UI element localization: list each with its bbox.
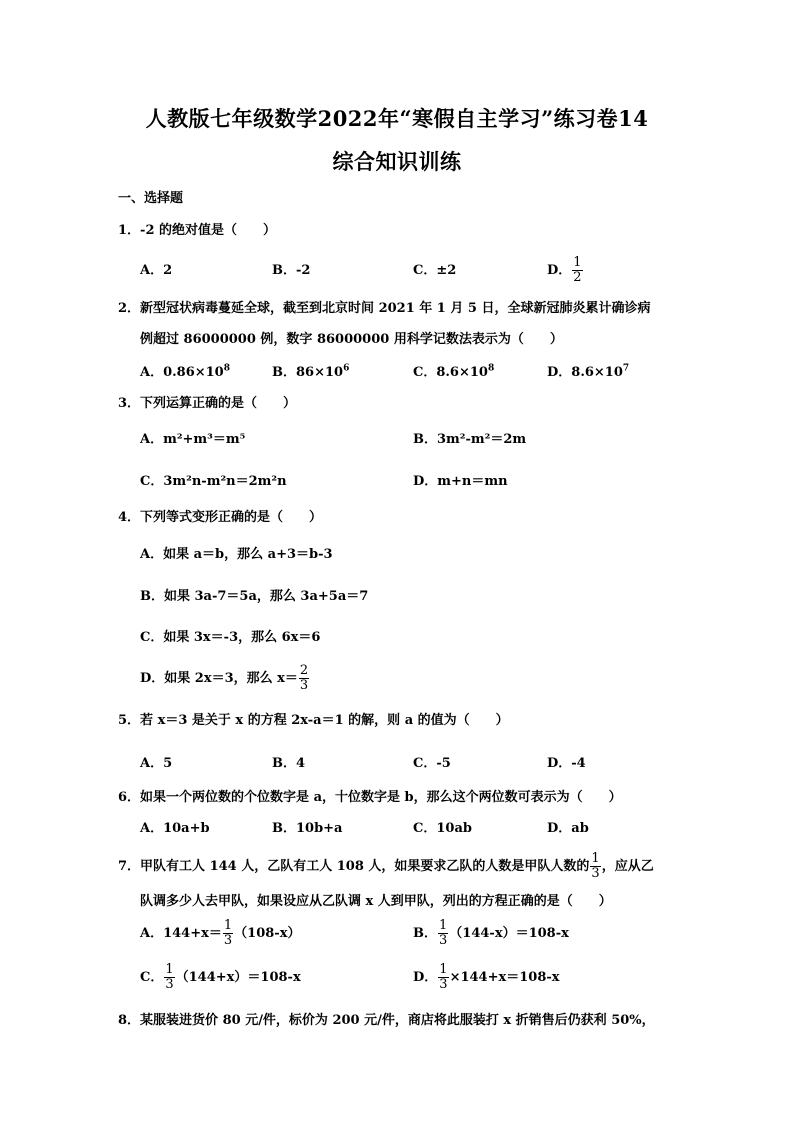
fraction: $\frac{1}{2}$ (573, 255, 582, 285)
q5-option-d: D．-4 (547, 756, 586, 771)
question-4-stem: 4．下列等式变形正确的是（ ） (118, 510, 323, 525)
q7-option-b: B． $\frac{1}{3}$ （144-x）＝108-x (413, 918, 569, 948)
question-6-stem: 6．如果一个两位数的个位数字是 a，十位数字是 b，那么这个两位数可表示为（ ） (118, 790, 622, 805)
question-7-line-1: 7．甲队有工人 144 人，乙队有工人 108 人，如果要求乙队的人数是甲队人数的 $\frac{1}{3}$ ，应从乙 (118, 851, 654, 881)
q4-option-d: D．如果 2x＝3，那么 x＝ $\frac{2}{3}$ (140, 663, 309, 693)
question-1-stem: 1．-2 的绝对值是（ ） (118, 223, 277, 238)
q6-option-c: C．10ab (413, 821, 472, 836)
q7-option-a: A．144+x＝ $\frac{1}{3}$ （108-x） (140, 918, 301, 948)
q6-option-d: D．ab (547, 821, 589, 836)
q3-option-c: C．3m²n-m²n＝2m²n (140, 474, 287, 489)
question-2-line-1: 2．新型冠状病毒蔓延全球，截至到北京时间 2021 年 1 月 5 日，全球新冠肺炎累计确诊病 (118, 301, 651, 316)
question-3-stem: 3．下列运算正确的是（ ） (118, 396, 297, 411)
fraction: $\frac{1}{3}$ (439, 918, 448, 948)
q2-option-c: C．$8.6\times 10^8$ (413, 363, 495, 380)
fraction: $\frac{1}{3}$ (165, 962, 174, 992)
q5-option-c: C．-5 (413, 756, 451, 771)
q3-option-a: A．m²+m³＝m⁵ (140, 432, 246, 447)
q5-option-a: A．5 (140, 756, 173, 771)
fraction: $\frac{1}{3}$ (591, 851, 600, 881)
q1-option-d: D． $\frac{1}{2}$ (547, 255, 582, 285)
q7-option-d: D． $\frac{1}{3}$ ×144+x＝108-x (413, 962, 560, 992)
q1-option-b: B．-2 (272, 263, 311, 278)
q2-option-a: A．$0.86\times 10^8$ (140, 363, 230, 380)
fraction: $\frac{1}{3}$ (439, 962, 448, 992)
question-7-line-2: 队调多少人去甲队，如果设应从乙队调 x 人到甲队，列出的方程正确的是（ ） (140, 894, 612, 909)
q4-option-c: C．如果 3x＝-3，那么 6x＝6 (140, 630, 321, 645)
q2-option-d: D．$8.6\times 10^7$ (547, 363, 630, 380)
q4-option-b: B．如果 3a-7＝5a，那么 3a+5a＝7 (140, 589, 369, 604)
q3-option-b: B．3m²-m²＝2m (413, 432, 527, 447)
q1-option-a: A．2 (140, 263, 173, 278)
question-5-stem: 5．若 x＝3 是关于 x 的方程 2x-a＝1 的解，则 a 的值为（ ） (118, 713, 509, 728)
q6-option-b: B．10b+a (272, 821, 343, 836)
document-subtitle: 综合知识训练 (332, 149, 462, 174)
q2-option-b: B．$86\times 10^6$ (272, 363, 350, 380)
q4-option-a: A．如果 a＝b，那么 a+3＝b-3 (140, 547, 333, 562)
q5-option-b: B．4 (272, 756, 306, 771)
document-title: 人教版七年级数学2022年“寒假自主学习”练习卷14 (145, 106, 649, 131)
fraction: $\frac{2}{3}$ (299, 663, 309, 693)
section-heading: 一、选择题 (118, 191, 184, 206)
question-2-line-2: 例超过 86000000 例，数字 86000000 用科学记数法表示为（ ） (140, 332, 563, 347)
q6-option-a: A．10a+b (140, 821, 210, 836)
question-8-line-1: 8．某服装进货价 80 元/件，标价为 200 元/件，商店将此服装打 x 折销售后仍获利 50%， (118, 1013, 655, 1028)
q7-option-c: C． $\frac{1}{3}$ （144+x）＝108-x (140, 962, 301, 992)
q3-option-d: D．m+n＝mn (413, 474, 508, 489)
fraction: $\frac{1}{3}$ (223, 918, 233, 948)
q1-option-c: C．±2 (413, 263, 457, 278)
